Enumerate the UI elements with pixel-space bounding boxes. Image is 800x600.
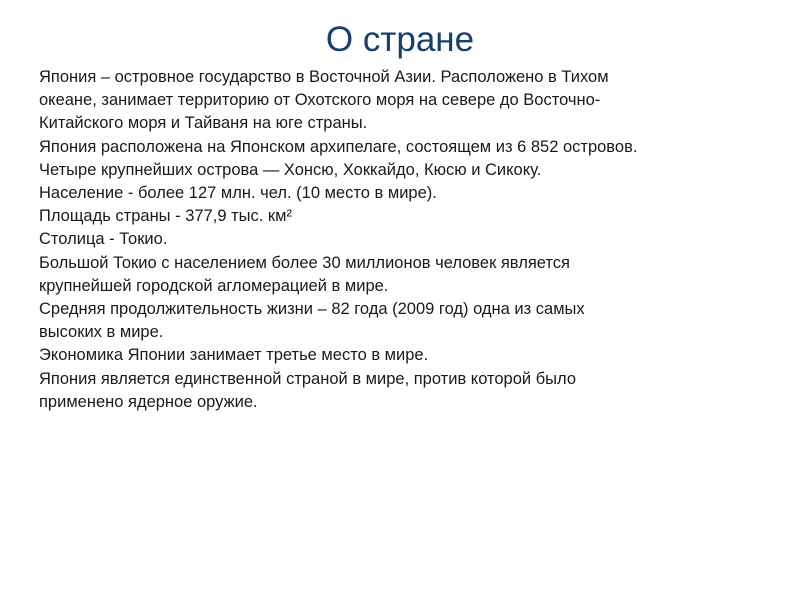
body-line: Большой Токио с населением более 30 миллионов человек является: [39, 253, 570, 272]
body-line: океане, занимает территорию от Охотского моря на севере до Восточно-: [39, 91, 601, 110]
slide-title: О стране: [325, 20, 475, 59]
body-line: Япония является единственной страной в мире, против которой было: [39, 369, 577, 388]
body-line: Четыре крупнейших острова — Хонсю, Хоккайдо, Кюсю и Сикоку.: [39, 160, 542, 179]
body-line: Средняя продолжительность жизни – 82 года (2009 год) одна из самых: [39, 300, 585, 319]
body-line: Япония расположена на Японском архипелаге, состоящем из 6 852 островов.: [39, 137, 638, 156]
body-line: Китайского моря и Тайваня на юге страны.: [39, 114, 368, 133]
body-line: Население - более 127 млн. чел. (10 место в мире).: [39, 184, 437, 203]
body-line: Экономика Японии занимает третье место в мире.: [39, 346, 429, 365]
body-line: высоких в мире.: [39, 323, 164, 342]
slide-body: [39, 66, 769, 414]
body-line: применено ядерное оружие.: [39, 392, 258, 411]
body-line: Япония – островное государство в Восточной Азии. Расположено в Тихом: [39, 68, 609, 86]
body-line: Столица - Токио.: [39, 230, 168, 249]
body-line: крупнейшей городской агломерацией в мире.: [39, 276, 389, 295]
body-line: Площадь страны - 377,9 тыс. км²: [39, 207, 292, 226]
